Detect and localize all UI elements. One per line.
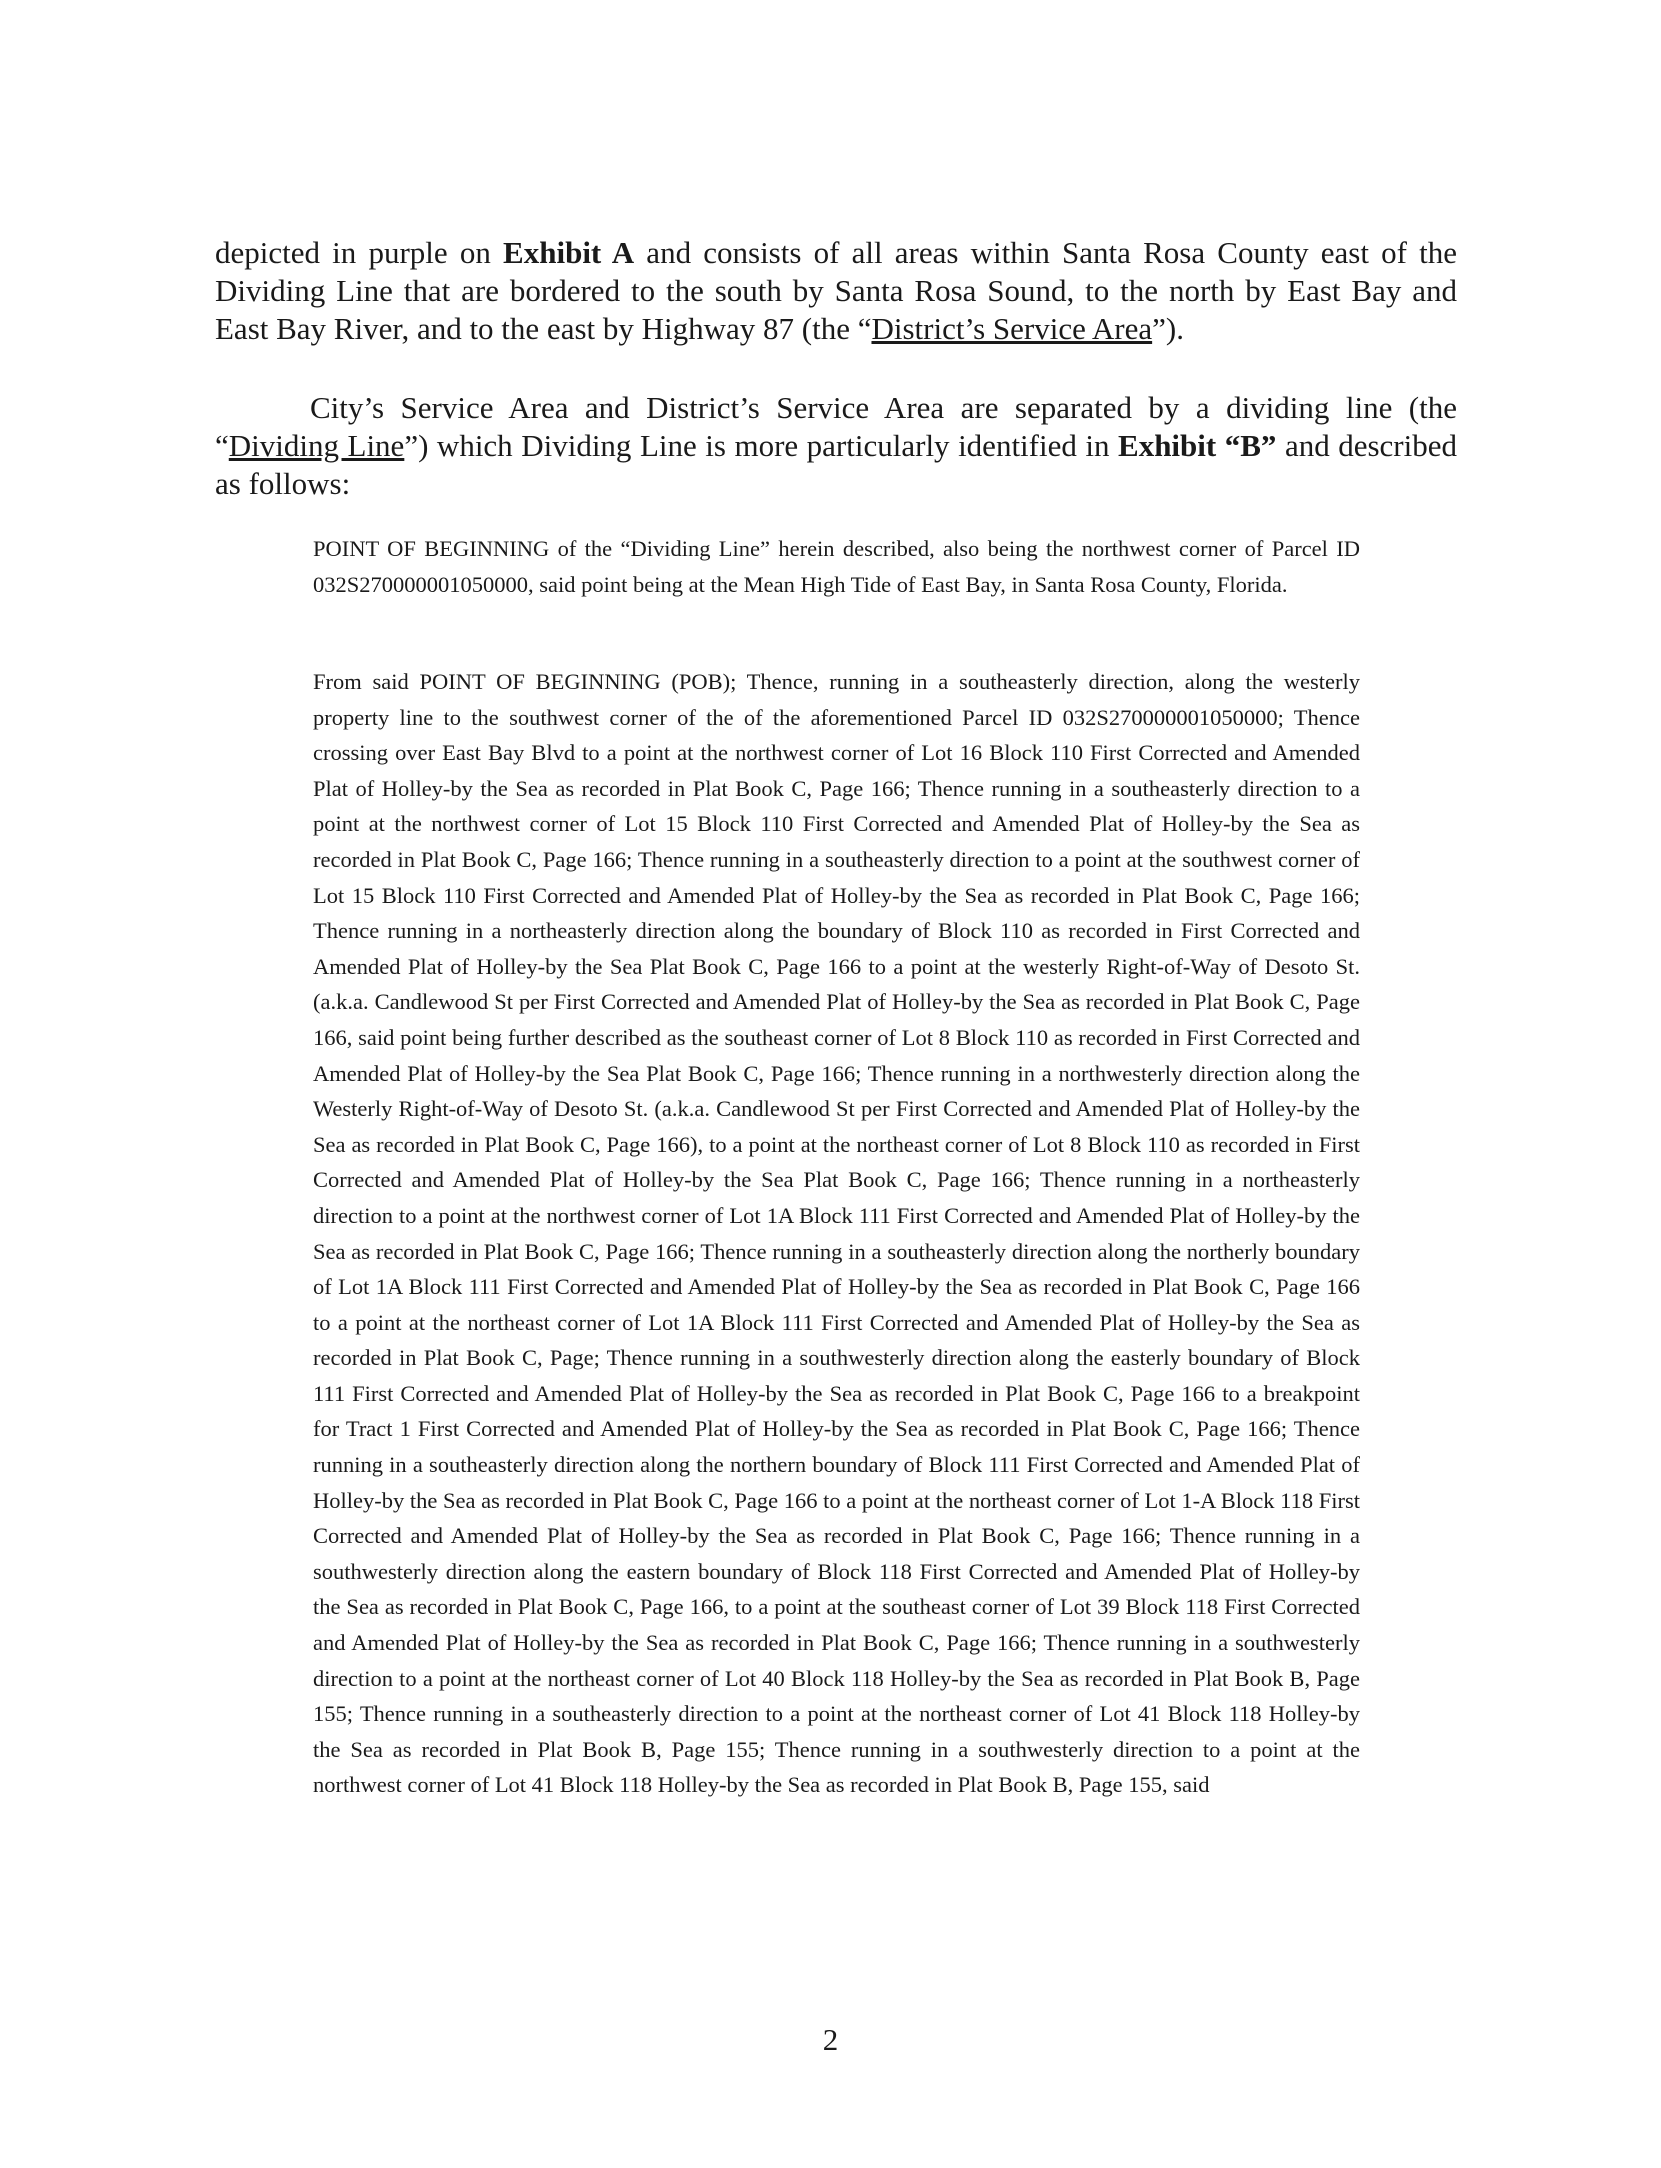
paragraph-2-text-3: and described as follows: (215, 428, 1457, 501)
page-number: 2 (822, 2022, 839, 2057)
paragraph-1-text-3: ”). (1152, 311, 1184, 346)
dividing-line-paragraph (215, 389, 1457, 503)
dividing-line-term: Dividing Line (228, 428, 405, 463)
paragraph-1-text-1: depicted in purple on (215, 235, 504, 270)
paragraph-2-text-2: ”) which Dividing Line is more particularly identified in (404, 428, 1119, 463)
paragraph-1-text-2: and consists of all areas within Santa Rosa County east of the Dividing Line that are bordered to the south by Santa Rosa Sound, to the north by East Bay and East Bay River, and to the east by Highway 87 (the “ (215, 235, 1458, 346)
exhibit-a-reference: Exhibit A (503, 235, 635, 270)
exhibit-b-reference: Exhibit “B” (1118, 428, 1277, 463)
point-of-beginning-description: POINT OF BEGINNING of the “Dividing Line” herein described, also being the northwest corner of Parcel ID 032S270000001050000, said point being at the Mean High Tide of East Bay, in Santa Rosa County, Florida. (313, 536, 1360, 597)
paragraph-2-text-1: City’s Service Area and District’s Service Area are separated by a dividing line (the “ (215, 390, 1457, 463)
district-service-area-term: District’s Service Area (871, 311, 1153, 346)
boundary-course-description: From said POINT OF BEGINNING (POB); Thence, running in a southeasterly direction, along the westerly property line to the southwest corner of the of the aforementioned Parcel ID 032S270000001050000; Thence crossing over East Bay Blvd to a point at the northwest corner of Lot 16 Block 110 First Corrected and Amended Plat of Holley-by the Sea as recorded in Plat Book C, Page 166; Thence running in a southeasterly direction to a point at the northwest corner of Lot 15 Block 110 First Corrected and Amended Plat of Holley-by the Sea as recorded in Plat Book C, Page 166; Thence running in a southeasterly direction to a point at the southwest corner of Lot 15 Block 110 First Corrected and Amended Plat of Holley-by the Sea as recorded in Plat Book C, Page 166; Thence running in a northeasterly direction along the boundary of Block 110 as recorded in First Corrected and Amended Plat of Holley-by the Sea Plat Book C, Page 166 to a point at the westerly Right-of-Way of Desoto St. (a.k.a. Candlewood St per First Corrected and Amended Plat of Holley-by the Sea as recorded in Plat Book C, Page 166, said point being further described as the southeast corner of Lot 8 Block 110 as recorded in First Corrected and Amended Plat of Holley-by the Sea Plat Book C, Page 166; Thence running in a northwesterly direction along the Westerly Right-of-Way of Desoto St. (a.k.a. Candlewood St per First Corrected and Amended Plat of Holley-by the Sea as recorded in Plat Book C, Page 166), to a point at the northeast corner of Lot 8 Block 110 as recorded in First Corrected and Amended Plat of Holley-by the Sea Plat Book C, Page 166; Thence running in a northeasterly direction to a point at the northwest corner of Lot 1A Block 111 First Corrected and Amended Plat of Holley-by the Sea as recorded in Plat Book C, Page 166; Thence running in a southeasterly direction along the northerly boundary of Lot 1A Block 111 First Corrected and Amended Plat of Holley-by the Sea as recorded in Plat Book C, Page 166 to a point at the northeast corner of Lot 1A Block 111 First Corrected and Amended Plat of Holley-by the Sea as recorded in Plat Book C, Page; Thence running in a southwesterly direction along the easterly boundary of Block 111 First Corrected and Amended Plat of Holley-by the Sea as recorded in Plat Book C, Page 166 to a breakpoint for Tract 1 First Corrected and Amended Plat of Holley-by the Sea as recorded in Plat Book C, Page 166; Thence running in a southeasterly direction along the northern boundary of Block 111 First Corrected and Amended Plat of Holley-by the Sea as recorded in Plat Book C, Page 166 to a point at the northeast corner of Lot 1-A Block 118 First Corrected and Amended Plat of Holley-by the Sea as recorded in Plat Book C, Page 166; Thence running in a southwesterly direction along the eastern boundary of Block 118 First Corrected and Amended Plat of Holley-by the Sea as recorded in Plat Book C, Page 166, to a point at the southeast corner of Lot 39 Block 118 First Corrected and Amended Plat of Holley-by the Sea as recorded in Plat Book C, Page 166; Thence running in a southwesterly direction to a point at the northeast corner of Lot 40 Block 118 Holley-by the Sea as recorded in Plat Book B, Page 155; Thence running in a southeasterly direction to a point at the northeast corner of Lot 41 Block 118 Holley-by the Sea as recorded in Plat Book B, Page 155; Thence running in a southwesterly direction to a point at the northwest corner of Lot 41 Block 118 Holley-by the Sea as recorded in Plat Book B, Page 155, said (313, 669, 1360, 1798)
service-area-paragraph (215, 234, 1457, 348)
